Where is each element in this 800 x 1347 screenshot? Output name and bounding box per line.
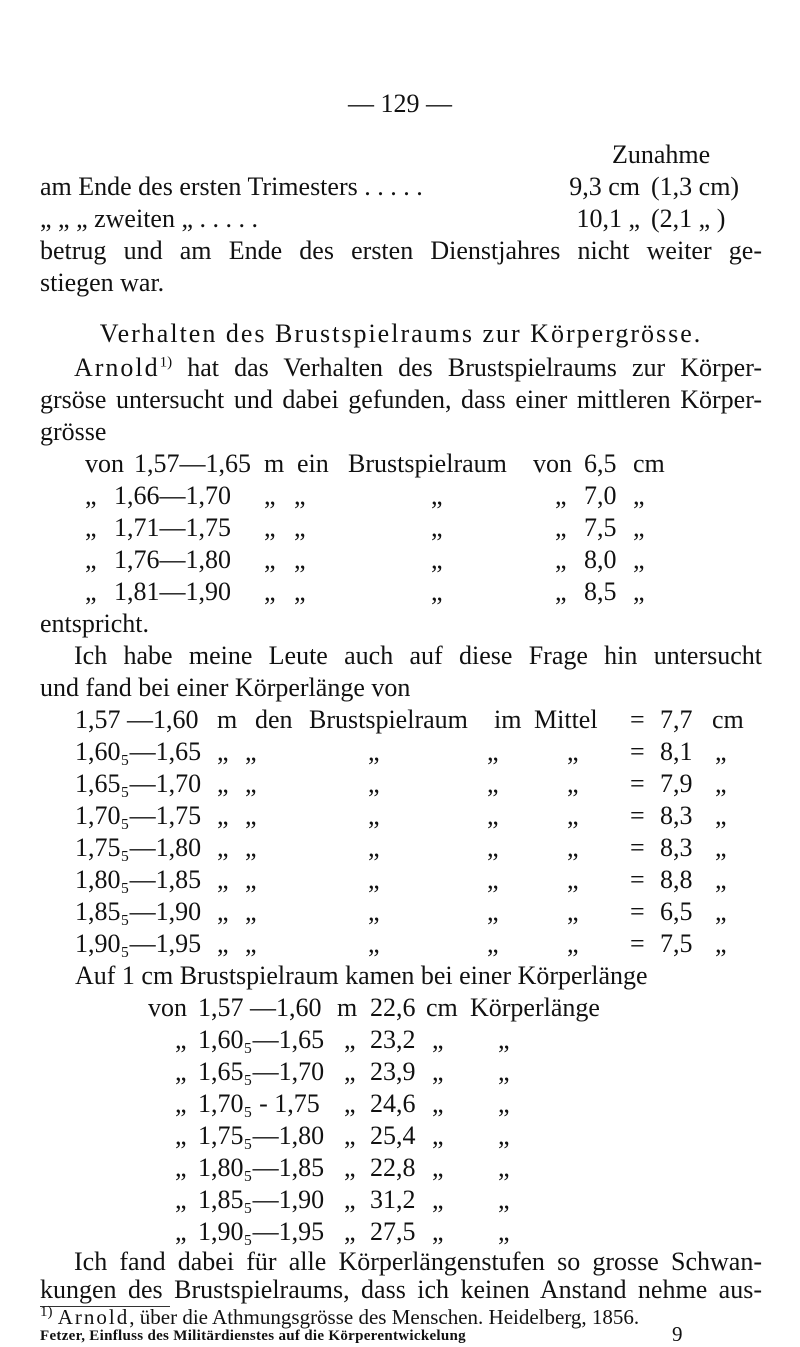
cell-range: 1,76—1,80 bbox=[114, 545, 231, 574]
cell-unit: „ bbox=[217, 865, 229, 894]
cell-label: Brustspielraum bbox=[348, 449, 507, 478]
cell-value: 7,9 bbox=[660, 769, 693, 798]
cell-unit: „ bbox=[344, 1089, 356, 1118]
trimester-row-value: 10,1 „ bbox=[576, 204, 640, 233]
cell-unit2: „ bbox=[432, 1025, 444, 1054]
cell-eq: = bbox=[630, 865, 645, 894]
footnote-text: , über die Athmungsgrösse des Menschen. Heidelberg, 1856. bbox=[129, 1305, 640, 1329]
cell-unit: „ bbox=[264, 513, 276, 542]
paragraph-text: hat das Verhalten des Brustspielraums zur Körper- bbox=[172, 353, 762, 382]
arnold-paragraph bbox=[40, 352, 762, 448]
cell-von: „ bbox=[555, 545, 567, 574]
cell-unit: „ bbox=[264, 577, 276, 606]
cell-value: 7,5 bbox=[584, 513, 617, 542]
cell-label: „ bbox=[498, 1121, 510, 1150]
cell-den: „ bbox=[245, 833, 257, 862]
cell-range: 1,71—1,75 bbox=[114, 513, 231, 542]
cell-range: 1,80₅—1,85 bbox=[198, 1153, 325, 1182]
cell-unit2: „ bbox=[633, 481, 645, 510]
cell-mittel: „ bbox=[567, 801, 579, 830]
cell-unit2: „ bbox=[715, 737, 727, 766]
cell-range: 1,85₅—1,90 bbox=[75, 897, 202, 926]
trimester-row-label: am Ende des ersten Trimesters . . . . . bbox=[40, 172, 423, 201]
cell-label: „ bbox=[368, 801, 380, 830]
cell-unit2: „ bbox=[715, 833, 727, 862]
cell-unit: „ bbox=[344, 1121, 356, 1150]
cell-eq: = bbox=[630, 705, 645, 734]
cell-pre: „ bbox=[175, 1025, 187, 1054]
cell-value: 31,2 bbox=[370, 1185, 416, 1214]
cell-range: 1,57 —1,60 bbox=[75, 705, 199, 734]
cell-unit: m bbox=[264, 449, 285, 478]
cell-unit: „ bbox=[217, 737, 229, 766]
trimester-row-delta: (1,3 cm) bbox=[651, 172, 740, 201]
cell-range: 1,75₅—1,80 bbox=[75, 833, 202, 862]
paragraph-line: kungen des Brustspielraums, dass ich keinen Anstand nehme aus- bbox=[40, 1275, 762, 1304]
cell-unit: „ bbox=[344, 1217, 356, 1246]
cell-pre: „ bbox=[175, 1121, 187, 1150]
cell-eq: = bbox=[630, 929, 645, 958]
cell-range: 1,75₅—1,80 bbox=[198, 1121, 325, 1150]
cell-unit2: „ bbox=[715, 801, 727, 830]
cell-label: „ bbox=[431, 545, 443, 574]
cell-eq: = bbox=[630, 897, 645, 926]
signature-line: Fetzer, Einfluss des Militärdienstes auf die Körperentwickelung bbox=[40, 1328, 466, 1344]
cell-im: „ bbox=[487, 833, 499, 862]
cell-range: 1,70₅—1,75 bbox=[75, 801, 202, 830]
cell-unit: „ bbox=[264, 481, 276, 510]
cell-value: 8,1 bbox=[660, 737, 693, 766]
cell-im: im bbox=[494, 705, 522, 734]
cell-pre: „ bbox=[85, 577, 97, 606]
cell-unit2: cm bbox=[712, 705, 744, 734]
paragraph-line: und fand bei einer Körperlänge von bbox=[40, 673, 411, 702]
cell-value: 27,5 bbox=[370, 1217, 416, 1246]
cell-im: „ bbox=[487, 737, 499, 766]
cell-value: 8,5 bbox=[584, 577, 617, 606]
zunahme-header: Zunahme bbox=[612, 140, 711, 169]
cell-pre: „ bbox=[175, 1153, 187, 1182]
cell-pre: „ bbox=[85, 513, 97, 542]
paragraph-line: stiegen war. bbox=[40, 268, 165, 297]
cell-unit: „ bbox=[344, 1153, 356, 1182]
cell-mid: „ bbox=[294, 481, 306, 510]
cell-unit2: „ bbox=[715, 865, 727, 894]
closing-paragraph bbox=[40, 1248, 762, 1304]
cell-unit: m bbox=[337, 993, 358, 1022]
cell-value: 23,9 bbox=[370, 1057, 416, 1086]
cell-mittel: Mittel bbox=[534, 705, 598, 734]
cell-label: „ bbox=[368, 929, 380, 958]
cell-value: 7,0 bbox=[584, 481, 617, 510]
cell-range: 1,65₅—1,70 bbox=[198, 1057, 325, 1086]
cell-eq: = bbox=[630, 801, 645, 830]
cell-label: Körperlänge bbox=[470, 993, 600, 1022]
cell-value: 24,6 bbox=[370, 1089, 416, 1118]
cell-value: 8,8 bbox=[660, 865, 693, 894]
cell-value: 6,5 bbox=[584, 449, 617, 478]
cell-im: „ bbox=[487, 897, 499, 926]
cell-label: „ bbox=[498, 1153, 510, 1182]
cell-range: 1,65₅—1,70 bbox=[75, 769, 202, 798]
cell-mid: „ bbox=[294, 577, 306, 606]
auf-line: Auf 1 cm Brustspielraum kamen bei einer Körperlänge bbox=[75, 961, 648, 990]
cell-mittel: „ bbox=[567, 865, 579, 894]
cell-range: 1,60₅—1,65 bbox=[198, 1025, 325, 1054]
paragraph-line: grösse bbox=[40, 417, 107, 446]
cell-label: „ bbox=[498, 1025, 510, 1054]
cell-value: 8,0 bbox=[584, 545, 617, 574]
footnote-ref: 1) bbox=[159, 354, 173, 371]
cell-unit2: „ bbox=[432, 1057, 444, 1086]
cell-pre: „ bbox=[175, 1217, 187, 1246]
cell-pre: „ bbox=[85, 545, 97, 574]
paragraph-line: grsöse untersucht und dabei gefunden, dass einer mittleren Körper- bbox=[40, 385, 762, 414]
cell-unit2: „ bbox=[432, 1153, 444, 1182]
cell-unit2: „ bbox=[715, 769, 727, 798]
cell-range: 1,57—1,65 bbox=[134, 449, 251, 478]
cell-mittel: „ bbox=[567, 897, 579, 926]
paragraph-line: betrug und am Ende des ersten Dienstjahres nicht weiter ge- bbox=[40, 236, 762, 265]
cell-label: „ bbox=[498, 1089, 510, 1118]
paragraph-line: Ich fand dabei für alle Körperlängenstufen so grosse Schwan- bbox=[74, 1247, 762, 1276]
cell-von: „ bbox=[555, 481, 567, 510]
cell-unit: „ bbox=[344, 1185, 356, 1214]
cell-unit2: „ bbox=[633, 545, 645, 574]
cell-im: „ bbox=[487, 801, 499, 830]
trimester-row-delta: (2,1 „ ) bbox=[651, 204, 726, 233]
cell-den: „ bbox=[245, 897, 257, 926]
cell-value: 7,5 bbox=[660, 929, 693, 958]
cell-label: „ bbox=[498, 1185, 510, 1214]
cell-im: „ bbox=[487, 769, 499, 798]
cell-mittel: „ bbox=[567, 737, 579, 766]
cell-label: „ bbox=[368, 897, 380, 926]
cell-mid: „ bbox=[294, 545, 306, 574]
cell-von: „ bbox=[555, 513, 567, 542]
trimester-row-label: „ „ „ zweiten „ . . . . . bbox=[40, 204, 259, 233]
own-study-paragraph bbox=[40, 640, 762, 704]
cell-range: 1,90₅—1,95 bbox=[75, 929, 202, 958]
cell-unit: m bbox=[217, 705, 238, 734]
cell-unit: „ bbox=[217, 801, 229, 830]
cell-pre: „ bbox=[175, 1185, 187, 1214]
entspricht-text: entspricht. bbox=[40, 609, 150, 638]
cell-label: „ bbox=[368, 833, 380, 862]
cell-den: „ bbox=[245, 801, 257, 830]
cell-unit2: „ bbox=[432, 1185, 444, 1214]
author-name: Arnold bbox=[74, 353, 160, 382]
cell-im: „ bbox=[487, 865, 499, 894]
cell-den: „ bbox=[245, 865, 257, 894]
trimester-row-value: 9,3 cm bbox=[569, 172, 640, 201]
cell-label: „ bbox=[431, 481, 443, 510]
section-heading: Verhalten des Brustspielraums zur Körpergrösse. bbox=[99, 319, 703, 348]
cell-unit2: „ bbox=[633, 577, 645, 606]
paragraph-line bbox=[40, 352, 762, 384]
intro-paragraph bbox=[40, 235, 762, 299]
cell-den: „ bbox=[245, 737, 257, 766]
cell-unit2: „ bbox=[432, 1217, 444, 1246]
cell-label: „ bbox=[431, 513, 443, 542]
page-number: — 129 — bbox=[348, 89, 452, 118]
footnote bbox=[40, 1306, 639, 1328]
cell-unit2: „ bbox=[432, 1089, 444, 1118]
cell-label: „ bbox=[368, 737, 380, 766]
cell-eq: = bbox=[630, 769, 645, 798]
cell-value: 22,8 bbox=[370, 1153, 416, 1182]
cell-eq: = bbox=[630, 833, 645, 862]
cell-pre: „ bbox=[175, 1089, 187, 1118]
cell-eq: = bbox=[630, 737, 645, 766]
cell-unit: „ bbox=[264, 545, 276, 574]
cell-unit: „ bbox=[344, 1057, 356, 1086]
cell-unit2: „ bbox=[715, 929, 727, 958]
cell-mid: „ bbox=[294, 513, 306, 542]
cell-value: 7,7 bbox=[660, 705, 693, 734]
cell-unit: „ bbox=[344, 1025, 356, 1054]
footnote-author: Arnold bbox=[57, 1305, 130, 1329]
cell-den: „ bbox=[245, 769, 257, 798]
cell-value: 23,2 bbox=[370, 1025, 416, 1054]
cell-range: 1,85₅—1,90 bbox=[198, 1185, 325, 1214]
cell-unit2: cm bbox=[633, 449, 665, 478]
cell-range: 1,80₅—1,85 bbox=[75, 865, 202, 894]
cell-unit: „ bbox=[217, 833, 229, 862]
cell-von: „ bbox=[555, 577, 567, 606]
cell-unit: „ bbox=[217, 929, 229, 958]
cell-value: 22,6 bbox=[370, 993, 416, 1022]
cell-mittel: „ bbox=[567, 929, 579, 958]
cell-range: 1,70₅ - 1,75 bbox=[198, 1089, 320, 1118]
cell-value: 25,4 bbox=[370, 1121, 416, 1150]
signature-number: 9 bbox=[672, 1322, 683, 1346]
cell-pre: von bbox=[148, 993, 187, 1022]
cell-range: 1,57 —1,60 bbox=[198, 993, 322, 1022]
paragraph-line: Ich habe meine Leute auch auf diese Frage hin untersucht bbox=[74, 641, 762, 670]
cell-range: 1,60₅—1,65 bbox=[75, 737, 202, 766]
cell-label: Brustspielraum bbox=[309, 705, 468, 734]
cell-range: 1,81—1,90 bbox=[114, 577, 231, 606]
cell-value: 6,5 bbox=[660, 897, 693, 926]
cell-den: den bbox=[255, 705, 293, 734]
cell-im: „ bbox=[487, 929, 499, 958]
cell-range: 1,66—1,70 bbox=[114, 481, 231, 510]
cell-den: „ bbox=[245, 929, 257, 958]
cell-range: 1,90₅—1,95 bbox=[198, 1217, 325, 1246]
cell-pre: von bbox=[85, 449, 124, 478]
cell-von: von bbox=[533, 449, 572, 478]
cell-label: „ bbox=[498, 1217, 510, 1246]
cell-value: 8,3 bbox=[660, 801, 693, 830]
cell-mittel: „ bbox=[567, 769, 579, 798]
cell-unit2: „ bbox=[633, 513, 645, 542]
cell-mid: ein bbox=[297, 449, 329, 478]
footnote-marker: 1) bbox=[40, 1304, 53, 1320]
cell-label: „ bbox=[498, 1057, 510, 1086]
cell-unit2: cm bbox=[426, 993, 458, 1022]
cell-label: „ bbox=[368, 865, 380, 894]
cell-unit: „ bbox=[217, 897, 229, 926]
cell-mittel: „ bbox=[567, 833, 579, 862]
cell-unit: „ bbox=[217, 769, 229, 798]
cell-value: 8,3 bbox=[660, 833, 693, 862]
cell-label: „ bbox=[431, 577, 443, 606]
cell-label: „ bbox=[368, 769, 380, 798]
cell-unit2: „ bbox=[432, 1121, 444, 1150]
cell-unit2: „ bbox=[715, 897, 727, 926]
cell-pre: „ bbox=[175, 1057, 187, 1086]
cell-pre: „ bbox=[85, 481, 97, 510]
